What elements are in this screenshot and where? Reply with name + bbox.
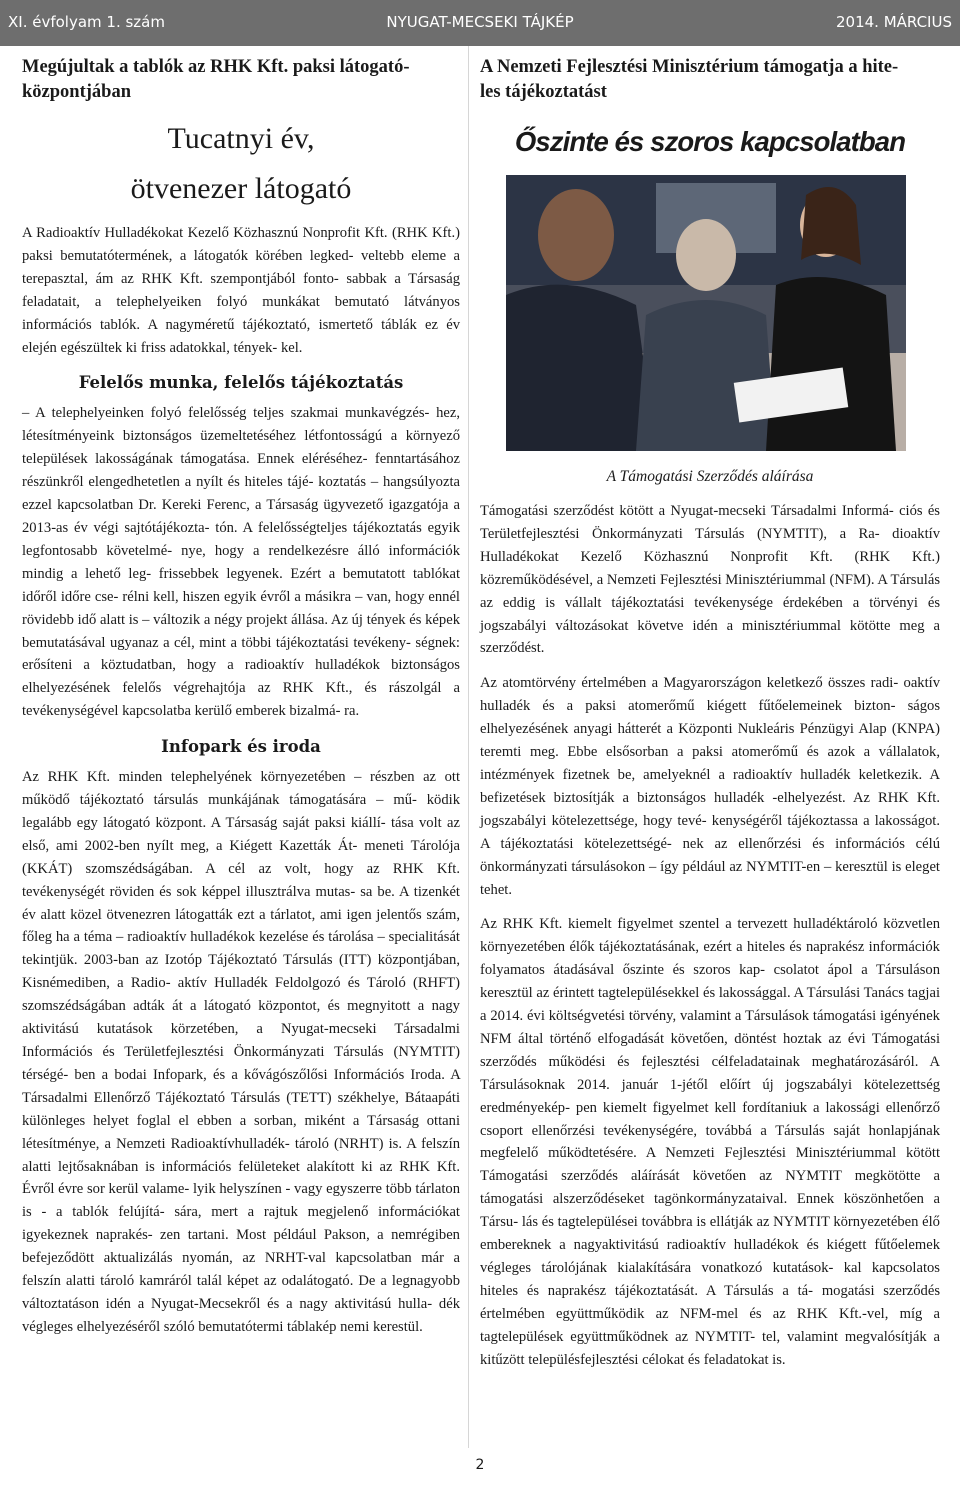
text-line: fenntartásához részünkről elengedhetetlen a nyílt és hiteles tájé-	[22, 451, 460, 491]
text-line: A Társulási Tanács tagjai a 2014. évi költségvetési törvény, valamint	[480, 985, 940, 1025]
right-paragraph-2	[480, 672, 940, 901]
left-kicker	[22, 55, 460, 105]
text-line: – A telephelyeinken folyó felelősség teljes szakmai munkavégzés-	[22, 405, 430, 422]
text-line: sabbak a Társaság feladatait, a telephelyeiken folyó munkákat	[22, 270, 460, 310]
text-line: lás és tagtelepülései továbbra is ellátják az NYMTIT környezetében	[521, 1214, 919, 1231]
text-line: Társaság ottani létesítménye, a Nemzeti Radioaktívhulladék-	[22, 1112, 460, 1152]
text-line: lyik helyszínen - vagy egyszerre több tárlaton is - a tablók felújítá-	[22, 1181, 460, 1221]
text-line: Alap (KNPA) teremti meg. Ebbe elsősorban a paksi atomerőmű és	[480, 721, 940, 761]
section-heading-responsible-work: Felelős munka, felelős tájékoztatás	[78, 373, 404, 393]
text-line: biztonságos elhelyezésének felelős végrehajtója az RHK Kft., és	[22, 657, 460, 697]
text-line: A Nemzeti Fejlesztési Minisztériummal kötött Támogatási szerződés	[480, 1145, 940, 1185]
left-intro-paragraph	[22, 222, 460, 359]
text-line: kel.	[280, 339, 303, 356]
text-line: (RHK Kft.) paksi bemutatótermének, a látogatók körében legked-	[22, 225, 460, 264]
text-line: veltebb eleme a terepasztal, ám az RHK Kft. szempontjából fonto-	[22, 247, 460, 287]
right-kicker	[480, 55, 940, 105]
right-kicker-line: A Nemzeti Fejlesztési Minisztérium támogatja a hite-	[480, 57, 899, 77]
text-line: sa be. A tizenkét év alatt közel ötvenezren látogatták ezt a tárlatot,	[22, 883, 460, 923]
text-line: sára, mert a rajtuk megjelenő információkat igyekeznek naprakés-	[22, 1204, 460, 1244]
text-line: ságos elhelyezésének anyagi hátterét a Központi Nukleáris Pénzügyi	[480, 698, 940, 738]
section-heading-infopark: Infopark és iroda	[161, 737, 321, 757]
text-line: kal kapcsolatos hiteles és naprakész tájékoztatását. A Társulás a tá-	[480, 1260, 940, 1299]
issue-label: XI. évfolyam 1. szám	[8, 13, 165, 31]
text-line: nye, hogy a rendelkezésre álló információk mindig a lehető leg-	[22, 542, 460, 582]
text-line: kutatások körzetében, a Nyugat-mecseki Társadalmi Információs	[22, 1021, 460, 1060]
text-line: rélni kell, hiszen egyik évről a másikra – van, hogy ennél rövidebb	[22, 588, 460, 628]
infopark-paragraph	[22, 766, 460, 1339]
text-line: RHK Kft.-vel, míg a tagtelepülések együttműködnek az NYMTIT-	[480, 1305, 940, 1345]
text-line: kötötte meg a szerződést.	[480, 617, 940, 657]
issue-date: 2014. MÁRCIUS	[836, 13, 952, 31]
text-line: megfelelő működtetésére.	[480, 1145, 637, 1162]
text-line: hulladék keletkezik. A befizetések biztosítják a biztonságos hulladék	[480, 766, 940, 806]
left-title-line: Tucatnyi év,	[167, 122, 315, 155]
text-line: kerestül.	[372, 1318, 423, 1335]
text-line: koztatás – hangsúlyozta ezzel kapcsolatban Dr. Kereki Ferenc, a	[22, 474, 460, 514]
page-number: 2	[475, 1457, 485, 1473]
text-line: és Területfejlesztési Önkormányzati Társulás (NYMTIT) térségé-	[22, 1044, 460, 1083]
right-paragraph-1	[480, 500, 940, 660]
photo-person-middle-body	[636, 300, 776, 451]
text-line: adták át a látogató központot, és megnyitott a nagy aktivitású	[22, 998, 460, 1038]
text-line: A Társulás az eddig is vállalt tájékoztatási tevékenysége érdekében a	[480, 571, 940, 611]
text-line: aktualizálás nyomán, az NRHT-val kapcsolatban már a felszín	[22, 1250, 461, 1290]
text-line: közreműködésével, a Nemzeti Fejlesztési Minisztériummal (NFM).	[480, 571, 875, 588]
left-title	[22, 114, 460, 214]
text-line: Társaság ügyvezető igazgatója a 2013-as év végi sajtótájékozta-	[22, 497, 460, 536]
column-divider	[468, 46, 469, 1448]
text-line: bemutató látványos információs tablók. A nagyméretű tájékoztató,	[22, 293, 460, 333]
text-line: dioaktív Hulladékokat Kezelő Közhasznú Nonprofit Kft. (RHK Kft.)	[480, 525, 940, 565]
text-line: ciós és Területfejlesztési Önkormányzati Társulás (NYMTIT), a Ra-	[480, 503, 940, 542]
text-line: változtatáson idén a Nyugat-Mecsekről és a nagy aktivitású hulla-	[22, 1295, 433, 1312]
text-line: rászolgál a tevékenységével kapcsolatba kerülő emberek bizalmá-	[22, 680, 460, 720]
text-line: Az RHK Kft. kiemelt figyelmet szentel a tervezett hulladéktároló	[480, 916, 878, 933]
text-line: ködik legalább egy látogató központ. A Társaság saját paksi kiállí-	[22, 792, 460, 831]
left-kicker-line: központjában	[22, 82, 131, 102]
responsible-work-paragraph	[22, 402, 460, 723]
text-line: dék végleges elhelyezéséről szóló bemutatótermi táblakép nemi	[22, 1295, 460, 1335]
text-line: tel, valamint megvalósítják a kitűzött településfejlesztési célokat és	[480, 1328, 940, 1368]
text-line: naprakész információk folyamatos átadásával őszinte és szoros kap-	[480, 939, 940, 979]
text-line: Az RHK Kft. minden telephelyének környezetében – részben az	[22, 769, 437, 786]
text-line: nek az ellenőrzési és információs célú önkormányzati társulásokon –	[480, 835, 940, 875]
photo-person-left-head	[538, 189, 614, 281]
left-article	[22, 46, 460, 1339]
text-line: bemutatásával ugyanaz a cél, mint a többi tájékoztatási tevékeny-	[22, 634, 411, 651]
photo-person-right-body	[766, 277, 896, 451]
text-line: törvényi és jogszabályi változásokat követve idén a minisztériummal	[480, 594, 940, 634]
page-header	[0, 0, 960, 46]
photo-caption: A Támogatási Szerződés aláírása	[606, 468, 814, 485]
text-line: Tájékoztató Társulás (ITT) központjában, Kisnémediben, a Radio-	[22, 952, 460, 992]
text-line: hez, létesítményeink biztonságos üzemeltetéséhez létfontosságú a	[22, 405, 460, 445]
text-line: lakossággal.	[718, 985, 791, 1002]
photo-person-left-body	[506, 285, 656, 451]
text-line: ra.	[344, 703, 360, 720]
text-line: -elhelyezést. Az RHK Kft. jogszabályi kötelezettsége, hogy tevé-	[480, 789, 940, 829]
text-line: Az atomtörvény értelmében a Magyarországon keletkező összes radi-	[480, 675, 899, 692]
right-kicker-line: les tájékoztatást	[480, 82, 607, 102]
text-line: ségnek: erősíteni a köztudatban, hogy a radioaktív hulladékok	[22, 634, 460, 674]
left-title-line: ötvenezer látogató	[130, 172, 352, 205]
text-line: idő alatt is – változik a négy projekt állása. Az új tények és képek	[77, 611, 460, 628]
right-title: Őszinte és szoros kapcsolatban	[514, 126, 906, 157]
text-line: 2014. január 1-jétől előírt új jogszabályi kötelezettség eredményekép-	[480, 1076, 941, 1116]
text-line: így például az NYMTIT-en – keresztül is eleget tehet.	[480, 858, 940, 898]
text-line: oaktív hulladék és a paksi atomerőmű kiégett fűtőelemeinek bizton-	[480, 675, 940, 715]
text-line: tón. A felelősségteljes tájékoztatás egyik legfontosabb követelmé-	[22, 519, 460, 559]
text-line: és fejlesztési célfeladatainak meghatározásáról. A Társulásoknak	[480, 1053, 940, 1093]
text-line: ott működő tájékoztató társulás munkájának támogatására – mű-	[22, 769, 461, 809]
text-line: a Társulások támogatási igényének NFM által történő elfogadását	[480, 1008, 940, 1047]
text-line: felületeket alakított ki az RHK Kft. Évről évre sor kerül valame-	[22, 1158, 460, 1198]
text-line: A Radioaktív Hulladékokat Kezelő Közhasznú Nonprofit Kft.	[22, 225, 388, 241]
text-line: meneti Tárolója (KKÁT) szomszédságában. A cél az volt, hogy az	[22, 837, 460, 877]
text-line: fűtőelemek végleges tárolójának kialakítására vonatkozó kutatások-	[480, 1237, 940, 1276]
text-line: közvetlen környezetében élők tájékoztatásának, ezért a hiteles és	[480, 916, 940, 956]
photo-person-middle-head	[676, 219, 736, 291]
text-line: csolatot ápol a Társuláson keresztül az érintett tagtelepülésekkel és	[480, 962, 940, 1002]
text-line: ellenőrzési tevékenységére, továbbá a Társulás saját honlapjának	[531, 1122, 940, 1139]
text-line: frissebbek legyenek. Ezért a bemutatott tablókat időről időre cse-	[22, 565, 461, 605]
text-line: ben a bodai Infopark, és a kővágószőlősi Információs Iroda. A	[74, 1066, 460, 1083]
text-line: feladatokat is.	[703, 1351, 786, 1368]
text-line: RHK Kft. tevékenységét röviden és sok képpel illusztrálva mutas-	[22, 860, 460, 900]
text-line: környező települések lakosságának támogatása. Ennek eléréséhez-	[22, 428, 460, 468]
right-paragraph-3	[480, 913, 940, 1371]
text-line: kenységéről tájékoztassa a lakosságot. A tájékoztatási kötelezettségé-	[480, 812, 940, 852]
text-line: mogatási szerződés értelmében együttműködik az NFM-mel és az	[480, 1282, 940, 1322]
text-line: aktív Hulladék Feldolgozó és Tároló (RHFT) szomszédságában	[22, 975, 460, 1015]
text-line: alszerződéseket tagönkormányzataival. Ennek köszönhetően a Társu-	[480, 1191, 940, 1231]
text-line: ami igen jelentős szám, főleg ha a téma – radioaktív hulladékok	[22, 906, 460, 946]
text-line: pen kiemelt figyelmet kell fordítaniuk a lakossági ellenőrző csoport	[480, 1099, 940, 1139]
text-line: Bátaapáti különleges helyet foglal el ebben a sorban, miként a	[22, 1089, 460, 1129]
text-line: követően, döntést hoztak az évi Támogatási szerződés működési	[480, 1030, 941, 1070]
left-kicker-line: Megújultak a tablók az RHK Kft. paksi látogató-	[22, 57, 410, 77]
text-line: ismertető táblák ez év elején egészültek ki friss adatokkal, tények-	[22, 316, 460, 356]
text-line: Társadalmi Ellenőrző Tájékoztató Társulás (TETT) székhelye,	[22, 1089, 399, 1106]
text-line: kezelése és tárolása – specialitását tekintjük. 2003-ban az Izotóp	[22, 929, 460, 969]
text-line: Támogatási szerződést kötött a Nyugat-mecseki Társadalmi Informá-	[480, 503, 894, 519]
text-line: aláírását követően az NYMTIT megkötötte a támogatási	[480, 1168, 940, 1208]
right-article	[480, 46, 940, 1372]
text-line: tása volt az első, ami 2002-ben nyílt meg, a Kiégett Kazetták Át-	[22, 814, 460, 854]
text-line: zen tartani. Most például Pakson, a nemrégiben befejeződött	[22, 1227, 460, 1267]
text-line: tároló (NRHT) is. A felszín alatti lejtősaknában is információs	[22, 1135, 460, 1175]
signing-photo-illustration	[506, 175, 906, 451]
signing-photo	[506, 175, 906, 451]
text-line: alatti tároló kamráról talál képet az odalátogató. De a legnagyobb	[65, 1273, 460, 1290]
publication-name: NYUGAT-MECSEKI TÁJKÉP	[386, 13, 574, 31]
text-line: élő embereknek a nagyaktivitású radioaktív hulladékok és kiégett	[480, 1214, 940, 1254]
text-line: azok a vállalatok, intézmények fizetnek be, amelyeknél a radioaktív	[480, 744, 940, 783]
